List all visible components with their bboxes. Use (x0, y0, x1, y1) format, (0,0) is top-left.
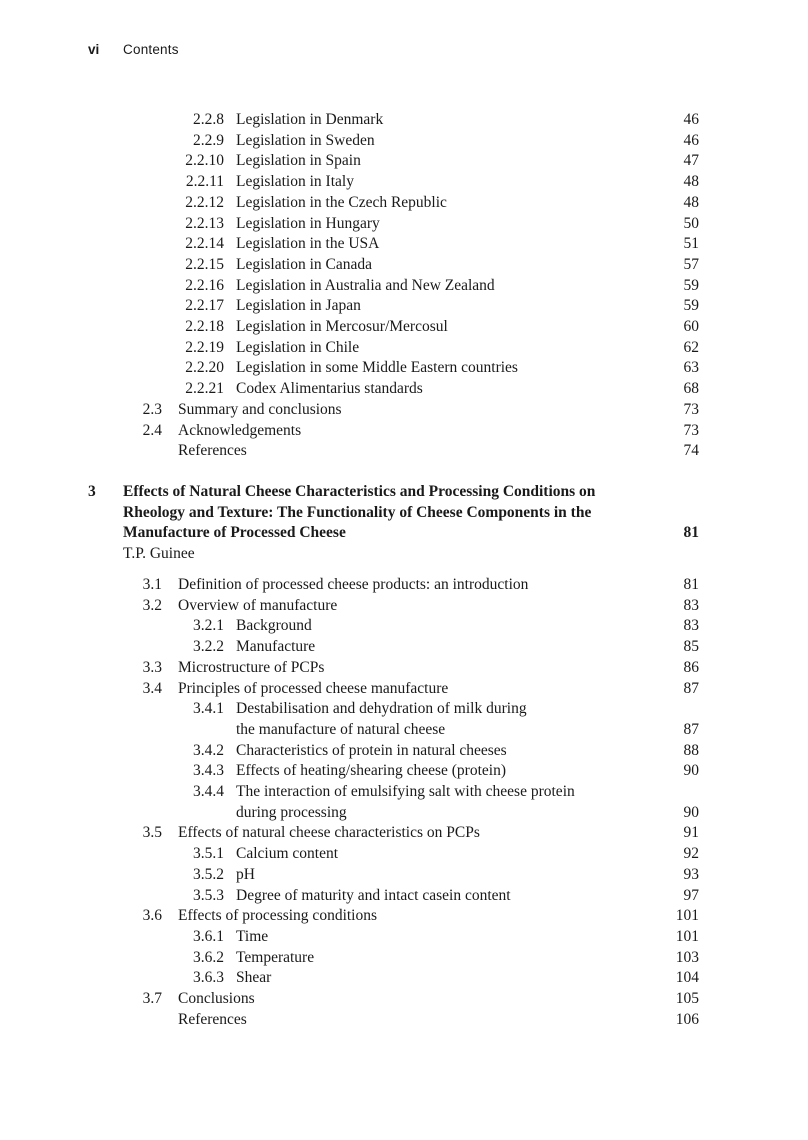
toc-entry-number: 2.4 (142, 421, 162, 439)
toc-entry-page: 50 (683, 214, 699, 232)
toc-entry-page: 103 (675, 948, 699, 966)
toc-entry[interactable] (0, 678, 808, 699)
chapter-heading-line-1[interactable] (0, 481, 808, 502)
toc-entry-page: 90 (683, 803, 699, 821)
toc-entry-title: Legislation in some Middle Eastern countries (236, 359, 518, 377)
toc-entry-title: Effects of processing conditions (178, 907, 378, 925)
chapter-title-line: Manufacture of Processed Cheese (123, 524, 346, 541)
toc-entry-title: Legislation in Mercosur/Mercosul (236, 318, 448, 335)
toc-entry-number: 2.2.20 (185, 359, 224, 377)
toc-entry[interactable] (0, 109, 808, 130)
toc-entry-title: Legislation in Canada (236, 255, 373, 273)
toc-entry-number: 3.2.2 (193, 638, 224, 656)
toc-entry-page: 88 (683, 741, 699, 759)
toc-entry[interactable] (0, 213, 808, 234)
toc-entry-number: 3.5.2 (193, 865, 224, 883)
toc-entry[interactable] (0, 171, 808, 192)
toc-entry-number: 3.4.4 (193, 783, 224, 800)
toc-entry-page: 46 (683, 111, 699, 128)
toc-entry-page: 59 (683, 297, 699, 315)
toc-entry-page: 73 (683, 421, 699, 439)
chapter-author: T.P. Guinee (123, 545, 195, 562)
toc-entry[interactable] (0, 698, 808, 719)
toc-entry-page: 48 (683, 173, 699, 191)
toc-entry[interactable] (0, 822, 808, 843)
toc-entry-page: 59 (683, 276, 699, 294)
toc-entry[interactable] (0, 295, 808, 316)
toc-entry-page: 101 (675, 907, 699, 925)
toc-entry[interactable] (0, 615, 808, 636)
toc-entry-page: 48 (683, 193, 699, 211)
toc-entry-title: Acknowledgements (178, 421, 302, 439)
toc-entry-page: 63 (683, 359, 699, 377)
running-header (88, 42, 179, 57)
toc-entry-title: Characteristics of protein in natural cheeses (236, 741, 507, 759)
toc-entry-number: 2.2.17 (185, 297, 224, 315)
toc-entry-page: 87 (683, 679, 699, 697)
toc-entry-page: 97 (683, 886, 699, 904)
toc-entry[interactable] (0, 864, 808, 885)
toc-entry-title: pH (236, 865, 255, 883)
toc-entry[interactable] (0, 988, 808, 1009)
toc-entry-number: 2.2.21 (185, 380, 224, 398)
toc-entry-title: Destabilisation and dehydration of milk during (236, 700, 527, 718)
chapter-number: 3 (88, 483, 96, 500)
toc-entry-page: 87 (683, 720, 699, 738)
toc-entry[interactable] (0, 719, 808, 740)
toc-entry-page: 47 (683, 152, 699, 170)
toc-entry-page: 83 (683, 617, 699, 635)
toc-entry-page: 60 (683, 318, 699, 335)
toc-entry[interactable] (0, 636, 808, 657)
toc-entry-page: 91 (683, 824, 699, 842)
toc-entry-number: 3.4.1 (193, 700, 224, 718)
toc-entry-title: during processing (236, 803, 347, 821)
toc-entry-number: 2.2.14 (185, 235, 224, 253)
toc-entry-number: 3.5.3 (193, 886, 224, 904)
toc-entry-page: 74 (683, 442, 699, 460)
toc-entry[interactable] (0, 357, 808, 378)
toc-entry-page: 85 (683, 638, 699, 656)
toc-entry[interactable] (0, 254, 808, 275)
chapter-title-line: Rheology and Texture: The Functionality of Cheese Components in the (123, 504, 592, 521)
toc-entry[interactable] (0, 574, 808, 595)
toc-entry[interactable] (0, 760, 808, 781)
toc-entry[interactable] (0, 275, 808, 296)
toc-entry-title: Overview of manufacture (178, 596, 338, 614)
toc-entry[interactable] (0, 337, 808, 358)
toc-entry[interactable] (0, 657, 808, 678)
toc-entry-title: Legislation in Hungary (236, 214, 380, 232)
toc-entry-page: 104 (675, 969, 699, 987)
chapter-heading-line-2[interactable] (0, 502, 808, 523)
toc-entry-number: 3.4.2 (193, 741, 224, 759)
toc-entry-page: 101 (675, 927, 699, 945)
toc-entry-title: The interaction of emulsifying salt with cheese protein (236, 783, 575, 800)
toc-entry-title: Effects of natural cheese characteristics on PCPs (178, 824, 480, 842)
toc-entry-number: 3.6 (142, 907, 162, 925)
toc-entry[interactable] (0, 595, 808, 616)
toc-entry-number: 2.3 (142, 400, 162, 418)
toc-entry[interactable] (0, 781, 808, 802)
chapter-title-line: Effects of Natural Cheese Characteristics and Processing Conditions on (123, 483, 596, 500)
toc-entry-number: 3.2.1 (193, 617, 224, 635)
toc-entry-title: Legislation in Spain (236, 152, 361, 170)
toc-entry-number: 3.6.3 (193, 969, 224, 987)
toc-entry-title: Legislation in Italy (236, 173, 354, 191)
toc-entry-title: Legislation in Australia and New Zealand (236, 276, 495, 294)
toc-entry[interactable] (0, 885, 808, 906)
toc-entry[interactable] (0, 420, 808, 441)
toc-entry[interactable] (0, 740, 808, 761)
toc-entry-title: Conclusions (178, 990, 255, 1007)
chapter-page-number: 81 (683, 524, 699, 541)
toc-entry[interactable] (0, 967, 808, 988)
toc-entry-number: 2.2.11 (185, 173, 224, 191)
toc-entry-page: 68 (683, 380, 699, 398)
toc-entry[interactable] (0, 150, 808, 171)
toc-entry-title: Shear (236, 969, 272, 987)
toc-entry[interactable] (0, 399, 808, 420)
toc-entry-title: Microstructure of PCPs (178, 658, 325, 676)
toc-entry-title: Legislation in the Czech Republic (236, 193, 447, 211)
toc-entry[interactable] (0, 316, 808, 337)
toc-entry-page: 81 (683, 576, 699, 593)
toc-entry-number: 2.2.19 (185, 338, 224, 356)
toc-entry-number: 2.2.15 (185, 255, 224, 273)
toc-entry[interactable] (0, 947, 808, 968)
toc-entry[interactable] (0, 926, 808, 947)
toc-entry[interactable] (0, 233, 808, 254)
toc-entry-page: 73 (683, 400, 699, 418)
toc-entry-number: 2.2.12 (185, 193, 224, 211)
toc-entry-page: 86 (683, 658, 699, 676)
toc-entry-page: 62 (683, 338, 699, 356)
toc-entry-number: 3.6.2 (193, 948, 224, 966)
toc-entry-title: Definition of processed cheese products: an introduction (178, 576, 529, 593)
toc-entry-number: 3.5 (142, 824, 162, 842)
toc-entry-page: 57 (683, 255, 699, 273)
toc-entry[interactable] (0, 905, 808, 926)
toc-entry[interactable] (0, 802, 808, 823)
chapter-heading-line-3[interactable] (0, 522, 808, 543)
toc-entry-title: Manufacture (236, 638, 316, 656)
running-title: Contents (123, 42, 179, 57)
toc-entry-title: Summary and conclusions (178, 400, 342, 418)
toc-entry-number: 2.2.8 (193, 111, 224, 128)
toc-entry-number: 3.4.3 (193, 762, 224, 780)
toc-entry-page: 83 (683, 596, 699, 614)
toc-entry[interactable] (0, 378, 808, 399)
toc-entry-title: Time (236, 927, 269, 945)
toc-entry-title: Legislation in the USA (236, 235, 380, 253)
toc-entry-page: 51 (683, 235, 699, 253)
toc-entry-number: 3.6.1 (193, 927, 224, 945)
toc-entry[interactable] (0, 440, 808, 461)
toc-entry-page: 105 (675, 990, 699, 1007)
toc-entry-title: Legislation in Chile (236, 338, 360, 356)
toc-entry-title: Legislation in Japan (236, 297, 361, 315)
toc-entry-title: Calcium content (236, 845, 339, 863)
toc-entry-page: 92 (683, 845, 699, 863)
toc-entry[interactable] (0, 130, 808, 151)
toc-entry-title: Legislation in Sweden (236, 131, 375, 149)
toc-entry-page: 90 (683, 762, 699, 780)
toc-entry-number: 3.1 (142, 576, 162, 593)
toc-entry-title: the manufacture of natural cheese (236, 720, 446, 738)
toc-entry-number: 2.2.10 (185, 152, 224, 170)
toc-entry-number: 2.2.13 (185, 214, 224, 232)
toc-entry-number: 2.2.18 (185, 318, 224, 335)
toc-entry-title: Background (236, 617, 312, 635)
toc-entry-number: 3.3 (142, 658, 162, 676)
chapter-author-row (0, 543, 808, 564)
toc-entry-number: 2.2.16 (185, 276, 224, 294)
toc-entry-title: Legislation in Denmark (236, 111, 384, 128)
toc-entry[interactable] (0, 192, 808, 213)
toc-entry-number: 3.7 (142, 990, 162, 1007)
toc-entry-title: Principles of processed cheese manufacture (178, 679, 449, 697)
toc-entry[interactable] (0, 843, 808, 864)
toc-entry-title: Codex Alimentarius standards (236, 380, 423, 398)
toc-entry-title: Degree of maturity and intact casein content (236, 886, 511, 904)
toc-entry-title: References (178, 442, 247, 460)
toc-entry-number: 3.5.1 (193, 845, 224, 863)
toc-entry[interactable] (0, 1009, 808, 1030)
toc-entry-title: Temperature (236, 948, 315, 966)
toc-entry-number: 3.2 (142, 596, 162, 614)
toc-entry-page: 93 (683, 865, 699, 883)
toc-entry-number: 2.2.9 (193, 131, 224, 149)
page-numeral: vi (88, 42, 100, 57)
toc-entry-title: Effects of heating/shearing cheese (protein) (236, 762, 506, 780)
toc-entry-page: 106 (675, 1010, 699, 1028)
toc-entry-number: 3.4 (142, 679, 162, 697)
toc-entry-page: 46 (683, 131, 699, 149)
toc-entry-title: References (178, 1010, 247, 1028)
